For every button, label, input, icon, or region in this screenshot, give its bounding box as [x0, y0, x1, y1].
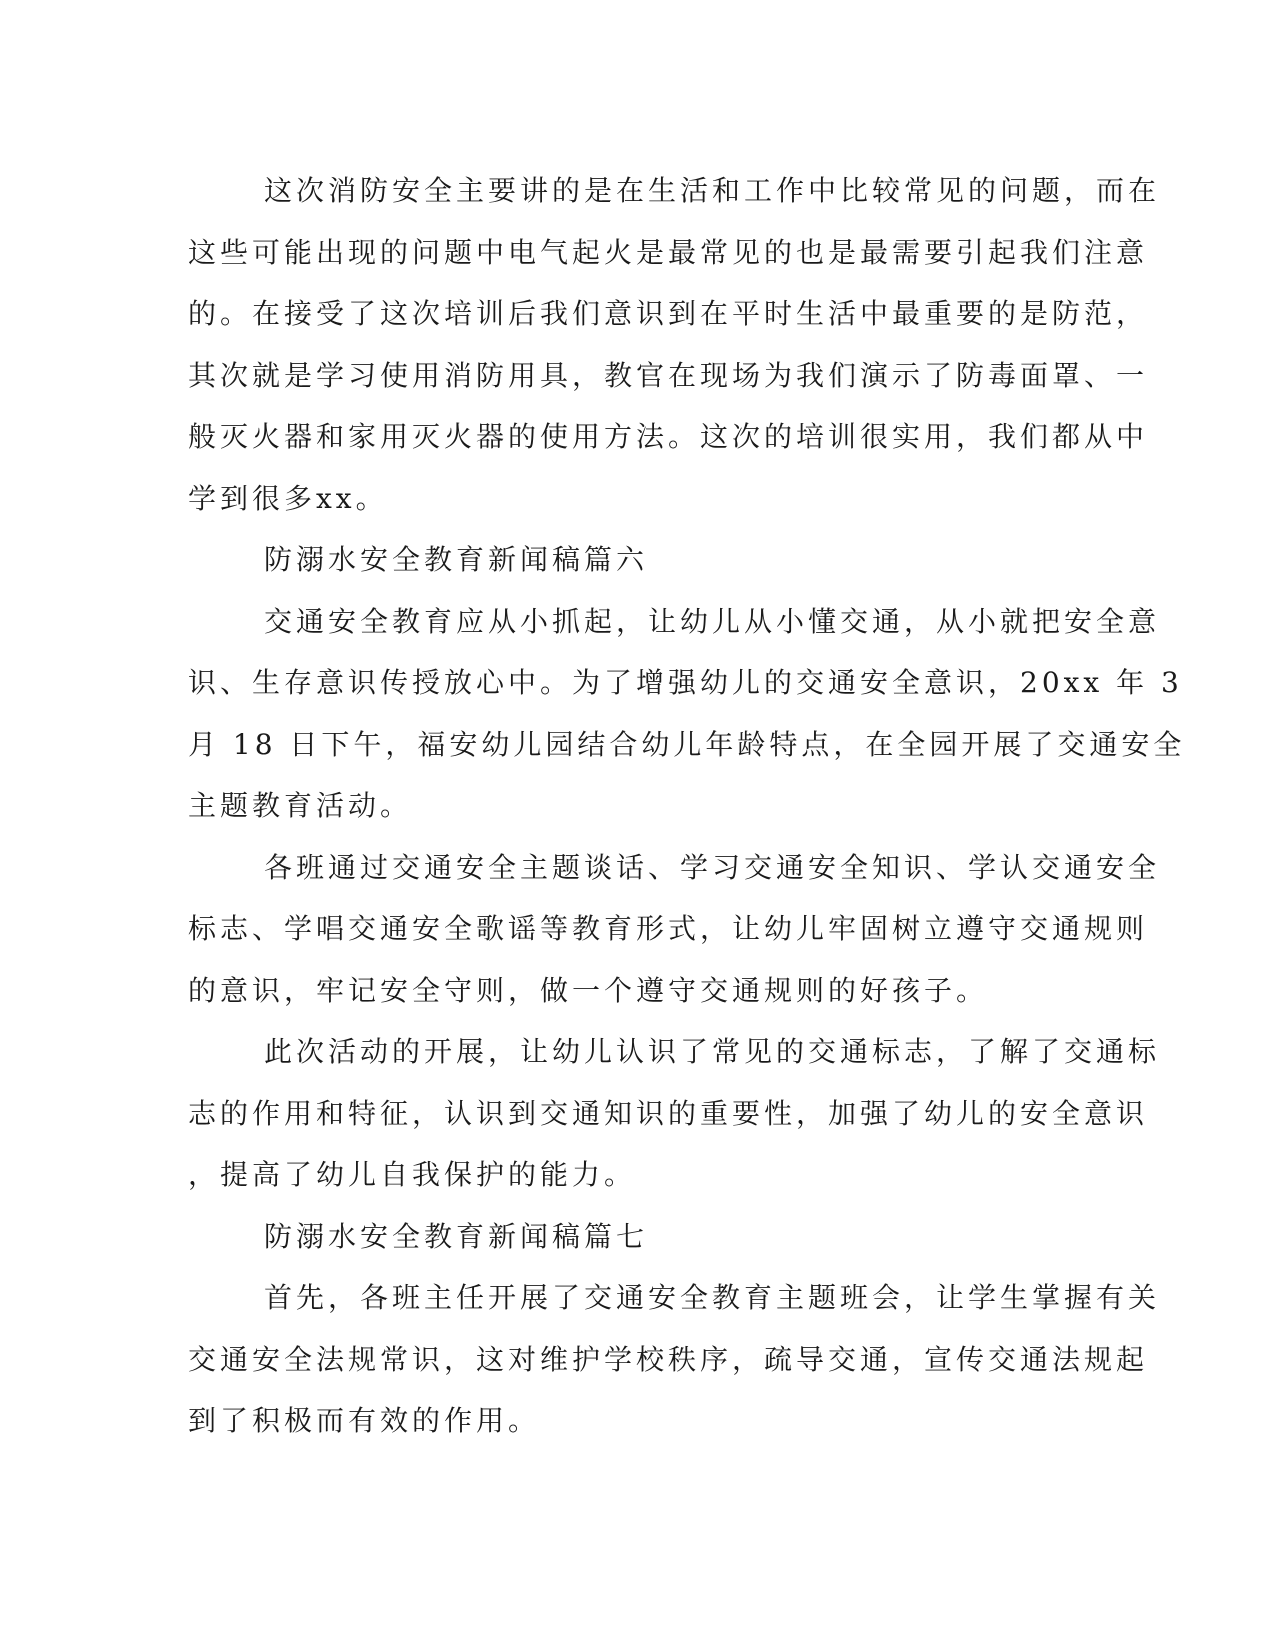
paragraph-line: 交通安全教育应从小抓起，让幼儿从小懂交通，从小就把安全意: [264, 604, 1161, 638]
paragraph-line: 识、生存意识传授放心中。为了增强幼儿的交通安全意识，20xx 年 3: [188, 666, 1183, 699]
paragraph-line: 主题教育活动。: [188, 789, 413, 822]
paragraph-line: 这次消防安全主要讲的是在生活和工作中比较常见的问题，而在: [264, 174, 1161, 207]
paragraph-line: 到了积极而有效的作用。: [188, 1404, 541, 1437]
paragraph-line: 此次活动的开展，让幼儿认识了常见的交通标志，了解了交通标: [264, 1035, 1161, 1068]
paragraph-line: ，提高了幼儿自我保护的能力。: [188, 1158, 637, 1191]
paragraph-line: 其次就是学习使用消防用具，教官在现场为我们演示了防毒面罩、一: [188, 358, 1149, 392]
paragraph-line: 的意识，牢记安全守则，做一个遵守交通规则的好孩子。: [188, 973, 989, 1007]
paragraph-line: 各班通过交通安全主题谈话、学习交通安全知识、学认交通安全: [264, 850, 1161, 884]
paragraph-line: 首先，各班主任开展了交通安全教育主题班会，让学生掌握有关: [264, 1281, 1161, 1314]
paragraph-line: 般灭火器和家用灭火器的使用方法。这次的培训很实用，我们都从中: [188, 420, 1149, 453]
document-body: [188, 160, 1186, 1452]
paragraph-line: 标志、学唱交通安全歌谣等教育形式，让幼儿牢固树立遵守交通规则: [188, 912, 1149, 945]
section-heading: 防溺水安全教育新闻稿篇七: [264, 1219, 649, 1253]
paragraph-line: 志的作用和特征，认识到交通知识的重要性，加强了幼儿的安全意识: [188, 1096, 1149, 1130]
paragraph-line: 交通安全法规常识，这对维护学校秩序，疏导交通，宣传交通法规起: [188, 1342, 1149, 1376]
section-heading: 防溺水安全教育新闻稿篇六: [264, 543, 649, 576]
paragraph-line: 月 18 日下午，福安幼儿园结合幼儿年龄特点，在全园开展了交通安全: [188, 727, 1186, 761]
paragraph-line: 学到很多xx。: [188, 481, 388, 515]
paragraph-line: 的。在接受了这次培训后我们意识到在平时生活中最重要的是防范，: [188, 297, 1149, 330]
paragraph-line: 这些可能出现的问题中电气起火是最常见的也是最需要引起我们注意: [188, 235, 1149, 269]
